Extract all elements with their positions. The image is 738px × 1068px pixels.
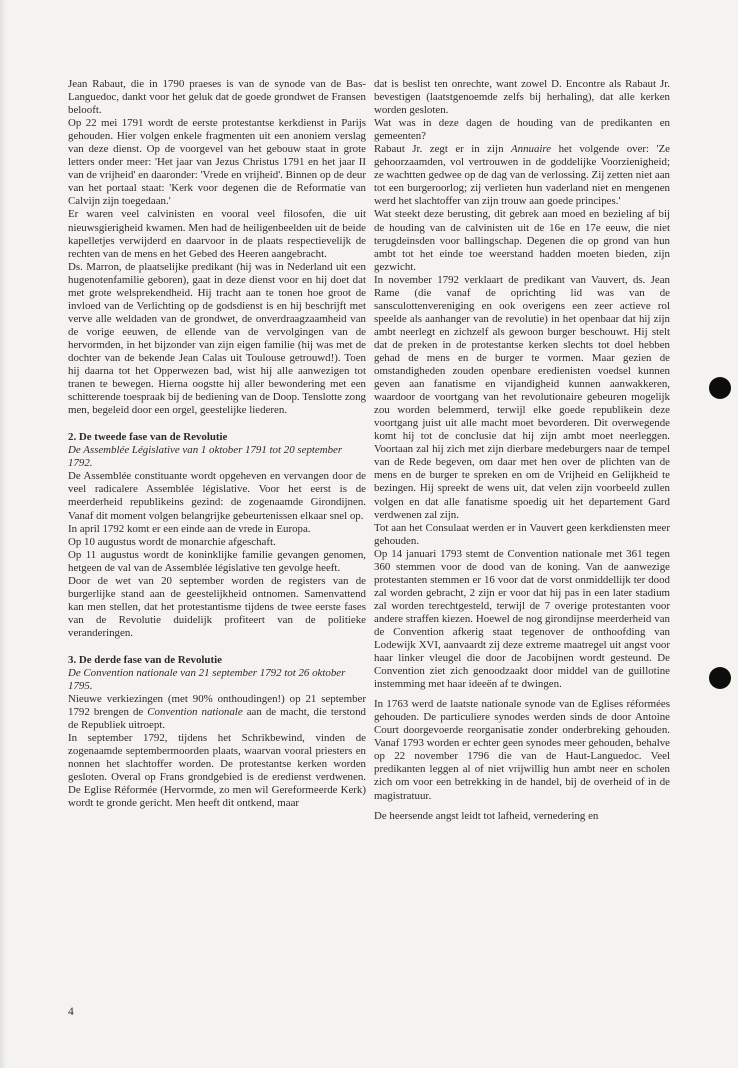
paragraph-berusting: Wat steekt deze berusting, dit gebrek aan moed en bezieling af bij de houding van de calvinisten uit de 16e en 17e eeuw, die niet terugdeinsden voor ballingschap. Degenen die op grond van hun ambt tot het einde toe weerstand hadden moeten bieden, zijn gezwicht. [374, 208, 670, 273]
annuaire-text-end: het volgende over: 'Ze gehoorzaamden, vol vertrouwen in de goddelijke Voorzienigheid; ze wachtten gedwee op de dag van de verlossing. Zij zetten niet aan tot een burgeroorlog; zij verlieten hun vaderland niet en mengenen werd het slachtoffer van zijn trouw aan goede principes.' [374, 143, 670, 208]
paragraph-question: Wat was in deze dagen de houding van de predikanten en gemeenten? [374, 117, 670, 143]
paragraph-elections [68, 693, 366, 732]
punch-hole-lower [709, 667, 731, 689]
elections-text-end: aan de macht, die terstond de Republiek uitroept. [68, 706, 366, 732]
page-number: 4 [68, 1006, 74, 1018]
section-subtitle-second-phase: De Assemblée Législative van 1 oktober 1791 tot 20 september 1792. [68, 444, 343, 470]
paragraph-vauvert: In november 1792 verklaart de predikant van Vauvert, ds. Jean Rame (die vanaf de oprichting lid was van de sansculottenvereniging en ook overigens een zeer actieve rol speelde als aanhanger van de revolutie) in het openbaar dat hij zijn ambt neerlegt en zichzelf als gewoon burger beschouwt. Hij stelt dat de preken in de protestantse kerken slechts tot doel hebben gehad de mens en de burger te vormen. Maar gezien de omstandigheden zouden openbare eredienisten voedsel kunnen geven aan fanatisme en vijandigheid kunnen aanwakkeren, waardoor de voortgang van het revolutionaire gebeuren mogelijk zou worden belemmerd, terwijl elke goede republikein deze voortgang juist uit alle macht moet bevorderen. Dit overwegende komt hij tot de conclusie dat hij zijn ambt moet neerleggen. Voortaan zal hij zich met zijn dierbare medeburgers naar de tempel van de Rede begeven, om daar met hen over de plichten van de mens en de burger te spreken en om de Vrijheid en Gelijkheid te bezingen. Hij spreekt de wens uit, dat velen zijn voorbeeld zullen volgen en dat alle fanatisme spoedig uit het departement Gard verdwenen zal zijn. [374, 273, 670, 521]
annuaire-italic: Annuaire [510, 143, 552, 156]
right-column [374, 78, 670, 823]
paragraph-first-service: Op 22 mei 1791 wordt de eerste protestantse kerkdienst in Parijs gehouden. Hier volgen enkele fragmenten uit een anoniem verslag van deze dienst. Op de voorgevel van het gebouw staat in grote letters onder meer: 'Het jaar van Jezus Christus 1791 en het jaar II van de vrijheid' en daaronder: 'Vrede en vrijheid'. Binnen op de deur van het portaal staat: 'Kerk voor degenen die de Reformatie van Calvijn zijn toegedaan.' [68, 117, 366, 208]
elections-text-start: Nieuwe verkiezingen (met 90% onthoudingen!) op 21 september 1792 brengen de [68, 693, 366, 719]
paragraph-angst: De heersende angst leidt tot lafheid, vernedering en [374, 809, 599, 822]
paragraph-april-1792: In april 1792 komt er een einde aan de vrede in Europa. [68, 522, 311, 535]
punch-hole-upper [709, 377, 731, 399]
paragraph-september-1792: In september 1792, tijdens het Schrikbewind, vinden de zogenaamde septembermoorden plaats, waarvan vooral priesters en nonnen het slachtoffer worden. De protestantse kerken worden gesloten. Overal op Frans grondgebied is de eredienst verdwenen. De Eglise Réformée (Hervormde, zo men wil Gereformeerde Kerk) wordt te gronde gericht. Men heeft dit ontkend, maar [68, 732, 366, 810]
page-edge-shadow [0, 0, 6, 1068]
paragraph-11-august: Op 11 augustus wordt de koninklijke familie gevangen genomen, hetgeen de val van de Assemblée législative ten gevolge heeft. [68, 548, 366, 574]
paragraph-synode-1763: In 1763 werd de laatste nationale synode van de Eglises réformées gehouden. De particuliere synodes werden sinds de door Antoine Court doorgevoerde reorganisatie zonder onderbreking gehouden. Vanaf 1793 worden er echter geen synodes meer gehouden, behalve op 22 november 1796 die van de Haut-Languedoc. Veel predikanten leggen al of niet vrijwillig hun ambt neer en scholen zich om voor een betrekking in de handel, bij de overheid of in de magistratuur. [374, 698, 670, 802]
paragraph-assemblee: De Assemblée constituante wordt opgeheven en vervangen door de veel radicalere Assemblée législative. Voor het eerst is de meerderheid republikeins gezind: de zogenaamde Girondijnen. Vanaf dit moment volgen belangrijke gebeurtenissen elkaar snel op. [68, 470, 366, 522]
paragraph-januari-1793: Op 14 januari 1793 stemt de Convention nationale met 361 tegen 360 stemmen voor de dood van de koning. Van de aanwezige protestanten stemmen er 16 voor dat de vorst onmiddellijk ter dood zal worden gebracht, 2 zijn er voor dat hij pas in een later stadium zal worden terechtgesteld, terwijl de 7 overige protestanten voor andere straffen kiezen. Hoewel de nog girondijnse meerderheid van de Convention afkerig staat tegenover de onthoofding van Lodewijk XVI, aanvaardt zij deze extreme maatregel uit angst voor haar linker vleugel die door de Jacobijnen wordt gesteund. De Convention ziet zich genoodzaakt door middel van de guillotine instemming met haar ideeën af te dwingen. [374, 547, 670, 691]
paragraph-calvinists: Er waren veel calvinisten en vooral veel filosofen, die uit nieuwsgierigheid kwamen. Men had de heiligenbeelden uit de beide kapelletjes verwijderd en daarvoor in de plaats respectievelijk de rechten van de mens en het Gebed des Heeren aangebracht. [68, 208, 366, 260]
paragraph-marron: Ds. Marron, de plaatselijke predikant (hij was in Nederland uit een hugenotenfamilie geboren), gaat in deze dienst voor en hij doet dat met grote welsprekendheid. Hij tracht aan te tonen hoe groot de invloed van de Verlichting op de godsdienst is en hij beschrijft met verve alle weldaden van de grondwet, de onverdraagzaamheid van de vorige eeuwen, de ellende van de vervolgingen van de hervormden, in het bijzonder van zijn eigen familie (hij was met de dochter van de bekende Jean Calas uit Toulouse getrouwd!). Toen hij daarna tot het Opperwezen bad, wist hij alle aanwezigen tot tranen te bewegen. Hierna oogstte hij aller bewondering met een schitterende toespraak bij de bediening van de Doop. Tenslotte zong men, begeleid door een orgel, geestelijke liederen. [68, 260, 366, 417]
paragraph-rabaut: Jean Rabaut, die in 1790 praeses is van de synode van de Bas-Languedoc, dankt voor het geluk dat de goede grondwet de Fransen belooft. [68, 78, 366, 117]
paragraph-continued: dat is beslist ten onrechte, want zowel D. Encontre als Rabaut Jr. bevestigen (laatstgenoemde zelfs bij herhaling), dat alle kerken worden gesloten. [374, 78, 670, 117]
section-heading-second-phase: 2. De tweede fase van de Revolutie [68, 431, 228, 444]
convention-nationale-italic: Convention nationale [147, 706, 243, 719]
paragraph-20-september: Door de wet van 20 september worden de registers van de burgerlijke stand aan de geestelijkheid ontnomen. Samenvattend kan men stellen, dat het protestantisme tijdens de twee eerste fases van de Revolutie duidelijk profiteert van de politieke veranderingen. [68, 574, 366, 639]
left-column [68, 78, 366, 811]
paragraph-annuaire [374, 143, 670, 208]
paragraph-consulaat: Tot aan het Consulaat werden er in Vauvert geen kerkdiensten meer gehouden. [374, 521, 670, 547]
annuaire-text-start: Rabaut Jr. zegt er in zijn [374, 143, 511, 156]
paragraph-10-august: Op 10 augustus wordt de monarchie afgeschaft. [68, 535, 276, 548]
section-heading-third-phase: 3. De derde fase van de Revolutie [68, 653, 222, 666]
section-subtitle-third-phase: De Convention nationale van 21 september 1792 tot 26 oktober 1795. [68, 667, 346, 693]
